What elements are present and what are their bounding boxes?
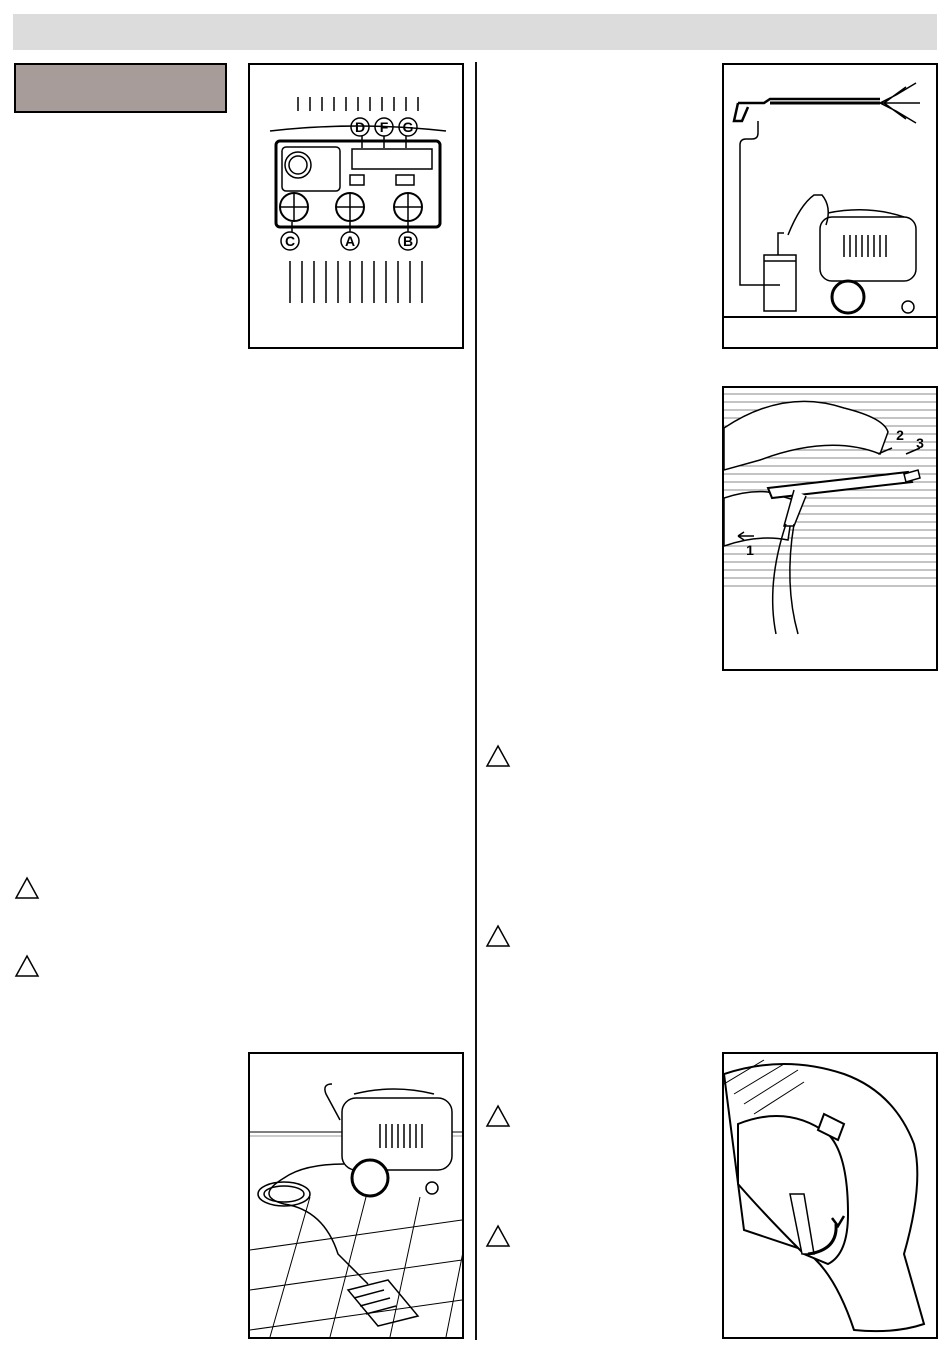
floor-cleaning-figure xyxy=(248,1052,464,1339)
label-3: 3 xyxy=(916,435,924,451)
label-c: C xyxy=(284,233,296,249)
warning-triangle-icon xyxy=(485,1104,511,1128)
control-panel-illustration xyxy=(250,65,462,347)
machine-setup-figure xyxy=(722,63,938,349)
warning-triangle-icon xyxy=(14,876,40,900)
lance-operation-figure xyxy=(722,386,938,671)
label-1: 1 xyxy=(746,542,754,558)
label-g: G xyxy=(402,119,414,135)
warning-triangle-icon xyxy=(14,954,40,978)
spray-gun-trigger-lock-illustration xyxy=(724,1054,936,1337)
warning-triangle-icon xyxy=(485,924,511,948)
column-divider xyxy=(475,62,477,1340)
label-b: B xyxy=(402,233,414,249)
section-label-box xyxy=(14,63,227,113)
control-panel-figure xyxy=(248,63,464,349)
pressure-washer-with-lance-illustration xyxy=(724,65,936,347)
warning-triangle-icon xyxy=(485,1224,511,1248)
label-d: D xyxy=(354,119,366,135)
label-f: F xyxy=(379,119,389,135)
operator-holding-lance-illustration xyxy=(724,388,936,669)
warning-triangle-icon xyxy=(485,744,511,768)
label-a: A xyxy=(344,233,356,249)
floor-cleaning-illustration xyxy=(250,1054,462,1337)
gun-trigger-figure xyxy=(722,1052,938,1339)
header-bar xyxy=(13,14,937,50)
label-2: 2 xyxy=(896,427,904,443)
